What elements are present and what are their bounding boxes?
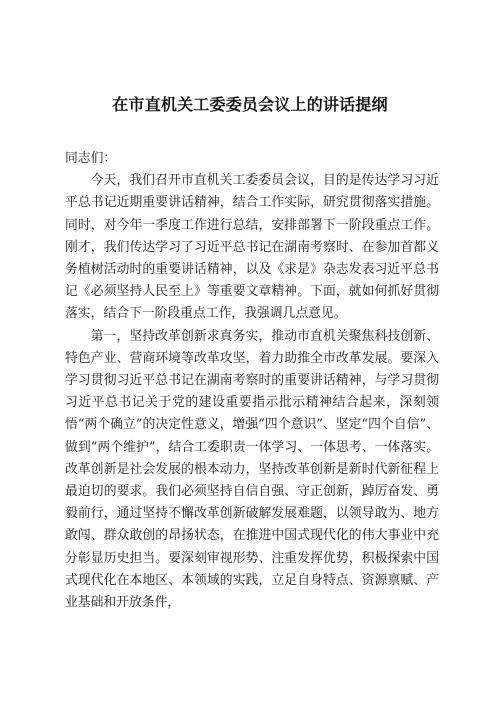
document-title: 在市直机关工委委员会议上的讲话提纲 [112,95,388,114]
paragraph-opening: 今天，我们召开市直机关工委委员会议，目的是传达学习习近平总书记近期重要讲话精神，结合工作实际，研究贯彻落实措施。同时，对今年一季度工作进行总结，安排部署下一阶段重点工作。刚才，我们传达学习了习近平总书记在湖南考察时、在参加首都义务植树活动时的重要讲话精神，以及《求是》杂志发表习近平总书记《必须坚持人民至上》等重要文章精神。下面，就如何抓好贯彻落实，结合下一阶段重点工作，我强调几点意见。 [65,173,439,322]
salutation: 同志们： [65,151,117,166]
document-body [65,148,439,614]
paragraph-point-one: 第一，坚持改革创新求真务实，推动市直机关聚焦科技创新、特色产业、营商环境等改革攻坚，着力助推全市改革发展。要深入学习贯彻习近平总书记在湖南考察时的重要讲话精神，与学习贯彻习近平总书记关于党的建设重要指示批示精神结合起来，深刻领悟“两个确立”的决定性意义，增强“四个意识”、坚定“四个自信”、做到“两个维护”，结合工委职责一体学习、一体思考、一体落实。改革创新是社会发展的根本动力，坚持改革创新是新时代新征程上最迫切的要求。我们必须坚持自信自强、守正创新，踔厉奋发、勇毅前行，通过坚持不懈改革创新破解发展难题，以领导敢为、地方敢闯、群众敢创的昂扬状态，在推进中国式现代化的伟大事业中充分彰显历史担当。要深刻审视形势、注重发挥优势，积极探索中国式现代化在本地区、本领域的实践，立足自身特点、资源禀赋、产业基础和开放条件， [65,328,439,611]
